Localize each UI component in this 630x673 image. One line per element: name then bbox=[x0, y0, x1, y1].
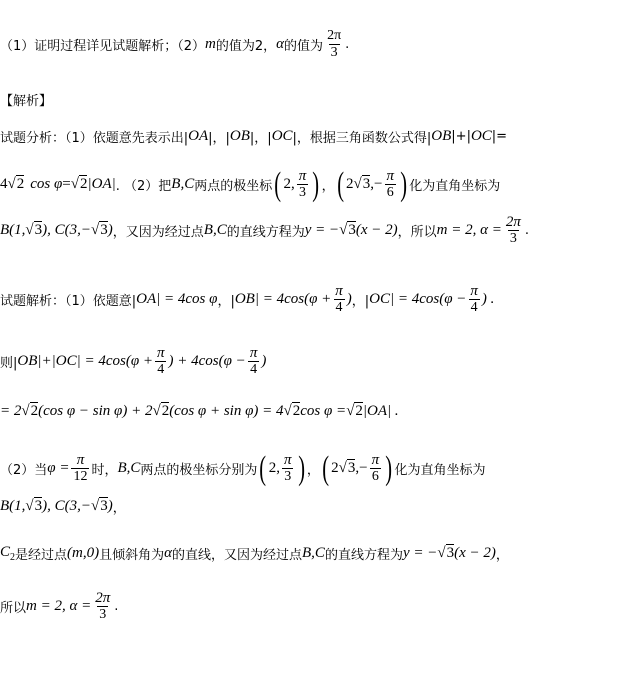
eq9-y: y = − bbox=[402, 545, 438, 561]
analysis-line bbox=[0, 127, 507, 146]
frac-pi-i: π bbox=[371, 452, 380, 468]
answer-text-1: （1）证明过程详见试题解析；（2） bbox=[0, 39, 206, 54]
sqrt-3-f: √3 bbox=[25, 498, 43, 514]
frac-6: 6 bbox=[386, 185, 394, 200]
sol-oa: OA bbox=[136, 291, 157, 307]
radicand-3d: 3 bbox=[348, 222, 356, 238]
paren-open-2: ( bbox=[336, 165, 344, 203]
sqrt-3-g: √3 bbox=[91, 498, 108, 514]
eq10-end: . bbox=[114, 599, 119, 614]
radicand-3c: 3 bbox=[100, 222, 108, 238]
fraction bbox=[325, 28, 343, 61]
points-bc: B,C bbox=[171, 176, 195, 192]
eq9-text-2: 且倾斜角为 bbox=[99, 548, 165, 563]
point-c: ), C(3,− bbox=[42, 222, 92, 238]
eq2-text-3: 化为直角坐标为 bbox=[409, 179, 501, 194]
eq9-text-3: 的直线，又因为经过点 bbox=[172, 548, 303, 563]
frac-4: 4 bbox=[335, 300, 343, 315]
equation-line-2 bbox=[0, 165, 501, 203]
sol-text-6: ，| bbox=[351, 294, 370, 309]
then-oc: OC bbox=[55, 353, 77, 369]
then-text-1: 则| bbox=[0, 356, 18, 371]
p2-paren-open: ( bbox=[259, 449, 267, 487]
radicand-2d: 2 bbox=[161, 403, 170, 419]
sol-oc: OC bbox=[369, 291, 390, 307]
frac-4d: 4 bbox=[250, 362, 258, 377]
sol-text-3: ，| bbox=[217, 294, 235, 309]
frac-2pi-b: 2π bbox=[95, 590, 111, 606]
radicand-3g: 3 bbox=[100, 498, 108, 514]
equals: = bbox=[62, 176, 71, 192]
radicand-3e: 3 bbox=[347, 460, 356, 476]
radicand-3b: 3 bbox=[34, 222, 43, 238]
sqrt-3-b: √3 bbox=[25, 222, 43, 238]
var-alpha: α bbox=[276, 36, 285, 52]
sqrt-3-c: √3 bbox=[91, 222, 108, 238]
frac-pi-6 bbox=[384, 168, 396, 201]
eq8-c: ), C(3,− bbox=[42, 498, 92, 514]
p2-pt1: 2, bbox=[268, 460, 280, 476]
sqrt-3-h: √3 bbox=[437, 545, 455, 561]
frac-pi-b: π bbox=[386, 168, 394, 184]
pt2-coef: 2 bbox=[345, 176, 354, 192]
coef-4: 4 bbox=[0, 176, 8, 192]
analysis-text-4: |，根据三角函数公式得| bbox=[292, 131, 432, 146]
seg-oc: OC bbox=[271, 128, 293, 144]
sqrt-3-e: √3 bbox=[338, 460, 356, 476]
seg-ob: OB bbox=[229, 128, 250, 144]
eq9-text-4: 的直线方程为 bbox=[324, 548, 403, 563]
point-c-close: ) bbox=[107, 222, 113, 238]
analysis-text-5: |+| bbox=[451, 129, 471, 144]
frac-6b: 6 bbox=[371, 469, 379, 484]
line-eq-x: (x − 2) bbox=[355, 222, 398, 238]
frac-12: 12 bbox=[73, 469, 88, 484]
section-heading: 【解析】 bbox=[0, 94, 53, 109]
seg-oa: OA bbox=[188, 128, 209, 144]
eq8-c2: ) bbox=[107, 498, 113, 514]
equation-line-9 bbox=[0, 544, 509, 563]
frac-2pi-3b bbox=[93, 590, 112, 623]
p2-text-4: 化为直角坐标为 bbox=[394, 463, 486, 478]
sqrt-2-e: √2 bbox=[283, 403, 301, 419]
eq6-3: (cos φ + sin φ) = 4 bbox=[169, 403, 284, 419]
fraction-den: 3 bbox=[330, 45, 338, 60]
eq6-5: |OA| . bbox=[362, 403, 399, 419]
p2-bc: B,C bbox=[117, 460, 141, 476]
p2-pt2: 2 bbox=[331, 460, 339, 476]
frac-pi-3 bbox=[297, 168, 309, 201]
eq3-text-2: 的直线方程为 bbox=[226, 225, 305, 240]
answer-text-2: 的值为2， bbox=[215, 39, 277, 54]
eq3-end: . bbox=[524, 223, 530, 238]
then-ob: OB bbox=[17, 353, 38, 369]
p2-paren-open-2: ( bbox=[322, 449, 329, 487]
frac-pi-3b bbox=[282, 452, 294, 485]
then-mid: ) + 4cos(φ − bbox=[168, 353, 246, 369]
frac-pi-c: π bbox=[335, 283, 343, 299]
frac-2pi-3 bbox=[504, 214, 523, 247]
frac-3: 3 bbox=[299, 185, 307, 200]
radicand-3h: 3 bbox=[446, 545, 455, 561]
radicand-b: 2 bbox=[79, 176, 88, 192]
analysis-text-2: |，| bbox=[208, 131, 230, 146]
eq6-1: = 2 bbox=[0, 403, 22, 419]
frac-3c: 3 bbox=[284, 469, 292, 484]
radicand-2f: 2 bbox=[355, 403, 363, 419]
sol-oc-eq: | = 4cos(φ − bbox=[390, 291, 467, 307]
eq9-alpha: α bbox=[164, 545, 172, 561]
p2-paren-close: ) bbox=[297, 449, 305, 487]
eq3-text-3: ，所以 bbox=[397, 225, 437, 240]
solution-line bbox=[0, 283, 494, 316]
sol-ob-eq: | = 4cos(φ + bbox=[254, 291, 332, 307]
eq8-b: B(1, bbox=[0, 498, 26, 514]
sol-text-1: 试题解析：（1）依题意| bbox=[0, 294, 137, 309]
eq10-m: m = 2, α = bbox=[26, 598, 92, 614]
pt1-r: 2, bbox=[283, 176, 295, 192]
sqrt-2: √2 bbox=[7, 176, 25, 192]
part2-line bbox=[0, 449, 486, 487]
cos-phi: cos φ bbox=[30, 176, 63, 192]
analysis-text-1: 试题分析：（1）依题意先表示出| bbox=[0, 131, 189, 146]
eq3-text-1: ，又因为经过点 bbox=[112, 225, 204, 240]
frac-pi-4c bbox=[155, 345, 167, 378]
frac-pi-g: π bbox=[76, 452, 85, 468]
fraction-num: 2π bbox=[327, 28, 342, 43]
analysis-text-3: |，| bbox=[249, 131, 272, 146]
then-end: ) bbox=[261, 353, 267, 369]
eq10-text-1: 所以 bbox=[0, 601, 27, 616]
points-bc-2: B,C bbox=[203, 222, 227, 238]
eq6-2: (cos φ − sin φ) + 2 bbox=[38, 403, 153, 419]
eq9-pt: (m,0) bbox=[67, 545, 100, 561]
frac-pi-e: π bbox=[157, 345, 165, 361]
p2-sep: ,− bbox=[355, 460, 368, 476]
radicand: 2 bbox=[16, 176, 25, 192]
equation-line-10 bbox=[0, 590, 118, 623]
p2-text-3: 两点的极坐标分别为 bbox=[140, 463, 258, 478]
line-eq-y: y = − bbox=[304, 222, 340, 238]
sqrt-2-f: √2 bbox=[346, 403, 363, 419]
abs-oa: |OA| bbox=[87, 176, 116, 192]
seg-oc-2: OC bbox=[470, 128, 492, 144]
answer-text-3: 的值为 bbox=[284, 39, 324, 54]
frac-pi-4d bbox=[248, 345, 260, 378]
frac-pi-f: π bbox=[249, 345, 258, 361]
analysis-text-6: |= bbox=[491, 129, 508, 144]
p2-paren-close-2: ) bbox=[385, 449, 393, 487]
curve-c bbox=[0, 544, 15, 563]
sqrt-2-c: √2 bbox=[21, 403, 39, 419]
radicand-3f: 3 bbox=[34, 498, 43, 514]
then-plus: |+| bbox=[37, 353, 56, 369]
then-eq: | = 4cos(φ + bbox=[76, 353, 154, 369]
sol-oa-eq: | = 4cos φ bbox=[156, 291, 218, 307]
eq9-x: (x − 2) bbox=[454, 545, 496, 561]
pt2-sep: ,− bbox=[370, 176, 383, 192]
paren-close-2: ) bbox=[400, 165, 408, 203]
var-m: m bbox=[205, 36, 216, 52]
paren-open: ( bbox=[274, 165, 282, 203]
eq9-end: ， bbox=[495, 548, 509, 563]
frac-pi: π bbox=[298, 168, 307, 184]
answer-end: . bbox=[345, 37, 350, 52]
curve-c-letter: C bbox=[0, 544, 11, 560]
frac-pi-h: π bbox=[283, 452, 292, 468]
frac-pi-12 bbox=[71, 452, 89, 485]
eq6-4: cos φ = bbox=[300, 403, 347, 419]
radicand-2e: 2 bbox=[292, 403, 301, 419]
seg-ob-2: OB bbox=[431, 128, 452, 144]
sol-end: ) . bbox=[481, 291, 495, 307]
p2-text-1: （2）当 bbox=[0, 463, 48, 478]
radicand-2c: 2 bbox=[30, 403, 39, 419]
p2-comma: ， bbox=[306, 463, 320, 478]
p2-phi: φ = bbox=[47, 460, 70, 476]
frac-3b: 3 bbox=[509, 231, 517, 246]
p2-text-2: 时， bbox=[91, 463, 118, 478]
curve-c-sub: 2 bbox=[10, 552, 16, 563]
eq9-text-1: 是经过点 bbox=[15, 548, 68, 563]
frac-3d: 3 bbox=[99, 607, 107, 622]
frac-2pi: 2π bbox=[505, 214, 521, 230]
then-line bbox=[0, 345, 266, 378]
comma: ， bbox=[321, 179, 335, 194]
equation-line-3 bbox=[0, 214, 529, 247]
eq2-text-2: 两点的极坐标 bbox=[194, 179, 273, 194]
sqrt-2b: √2 bbox=[70, 176, 88, 192]
frac-pi-6b bbox=[370, 452, 382, 485]
equation-line-8 bbox=[0, 497, 126, 516]
sqrt-2-d: √2 bbox=[152, 403, 170, 419]
equation-line-6 bbox=[0, 403, 399, 420]
eq9-bc: B,C bbox=[302, 545, 325, 561]
m-alpha: m = 2, α = bbox=[436, 222, 502, 238]
paren-close: ) bbox=[312, 165, 320, 203]
frac-pi-4 bbox=[333, 283, 345, 316]
sqrt-3: √3 bbox=[353, 176, 371, 192]
radicand-3: 3 bbox=[362, 176, 371, 192]
eq8-end: ， bbox=[112, 501, 126, 516]
sqrt-3-d: √3 bbox=[339, 222, 356, 238]
frac-pi-4b bbox=[468, 283, 480, 316]
frac-4b: 4 bbox=[470, 300, 478, 315]
frac-4c: 4 bbox=[157, 362, 165, 377]
sol-close: ) bbox=[346, 291, 352, 307]
sol-ob: OB bbox=[234, 291, 255, 307]
eq2-text-1: . （2）把 bbox=[115, 179, 172, 194]
frac-pi-d: π bbox=[470, 283, 478, 299]
answer-summary bbox=[0, 28, 349, 61]
point-b: B(1, bbox=[0, 222, 26, 238]
